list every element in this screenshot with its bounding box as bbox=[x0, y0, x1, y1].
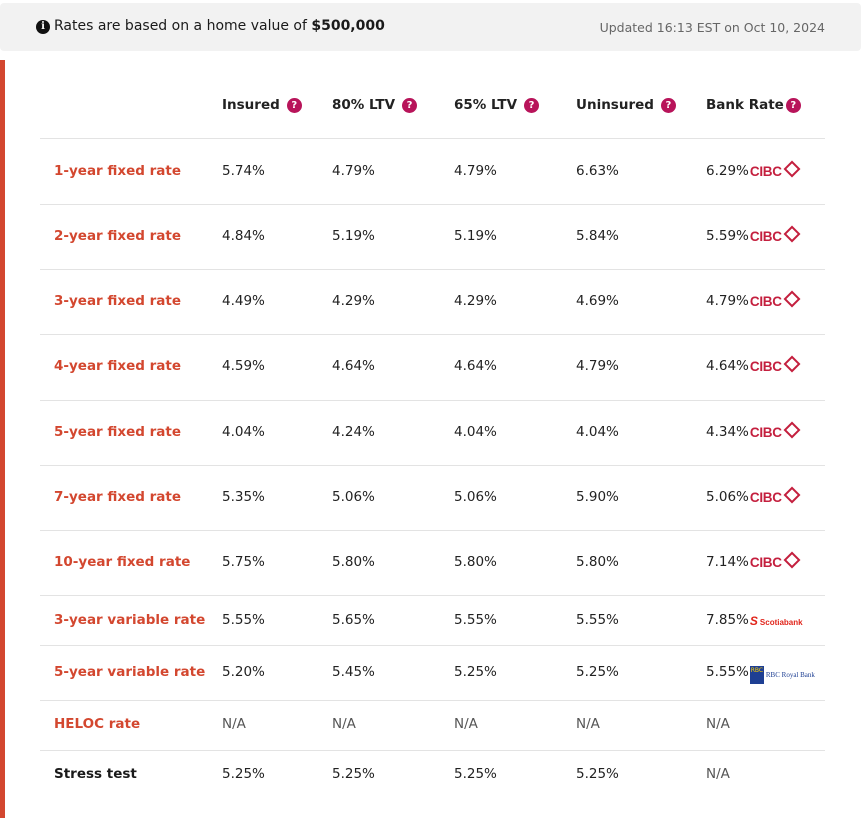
table-row bbox=[40, 163, 825, 183]
rate-value: 5.45% bbox=[332, 664, 375, 680]
rate-value: 5.25% bbox=[454, 664, 497, 680]
rate-value: 4.24% bbox=[332, 424, 375, 440]
header-bank-rate: Bank Rate ? bbox=[706, 97, 801, 113]
table-row bbox=[40, 293, 825, 313]
row-divider bbox=[40, 595, 825, 596]
row-divider bbox=[40, 400, 825, 401]
table-row bbox=[40, 358, 825, 378]
info-circle-icon: i bbox=[36, 20, 50, 34]
bank-rate-cell bbox=[706, 228, 798, 245]
rate-value: 5.25% bbox=[454, 766, 497, 782]
rate-value: 5.55% bbox=[222, 612, 265, 628]
bank-rate-cell bbox=[706, 612, 803, 628]
rate-term-label[interactable]: 7-year fixed rate bbox=[54, 489, 182, 505]
rate-value: N/A bbox=[222, 716, 246, 732]
rate-value: 4.79% bbox=[576, 358, 619, 374]
row-divider bbox=[40, 138, 825, 139]
bank-rate-value: 5.06% bbox=[706, 489, 749, 505]
bank-rate-value: 6.29% bbox=[706, 163, 749, 179]
table-row bbox=[40, 489, 825, 509]
bank-rate-value: 5.59% bbox=[706, 228, 749, 244]
rate-term-label[interactable]: 10-year fixed rate bbox=[54, 554, 191, 570]
rate-term-label[interactable]: HELOC rate bbox=[54, 716, 141, 732]
row-divider bbox=[40, 465, 825, 466]
row-divider bbox=[40, 334, 825, 335]
rate-value: 4.84% bbox=[222, 228, 265, 244]
table-row bbox=[40, 716, 825, 736]
rate-value: 5.06% bbox=[332, 489, 375, 505]
rate-value: 5.06% bbox=[454, 489, 497, 505]
rate-term-label[interactable]: 1-year fixed rate bbox=[54, 163, 182, 179]
rate-value: 4.79% bbox=[454, 163, 497, 179]
accent-bar bbox=[0, 60, 5, 818]
rate-term-label[interactable]: 5-year fixed rate bbox=[54, 424, 182, 440]
rbc-logo: RBCRBC Royal Bank bbox=[750, 666, 815, 684]
rate-value: 5.90% bbox=[576, 489, 619, 505]
row-divider bbox=[40, 269, 825, 270]
cibc-logo: CIBC bbox=[750, 293, 798, 310]
cibc-logo: CIBC bbox=[750, 489, 798, 506]
rate-value: 5.55% bbox=[454, 612, 497, 628]
rate-value: 4.29% bbox=[454, 293, 497, 309]
rate-value: N/A bbox=[332, 716, 356, 732]
bank-rate-cell bbox=[706, 293, 798, 310]
cibc-logo: CIBC bbox=[750, 424, 798, 441]
rate-value: 5.20% bbox=[222, 664, 265, 680]
question-circle-icon[interactable]: ? bbox=[402, 98, 417, 113]
cibc-logo: CIBC bbox=[750, 554, 798, 571]
bank-rate-value: 4.79% bbox=[706, 293, 749, 309]
rate-value: 5.80% bbox=[332, 554, 375, 570]
bank-rate-value: 4.64% bbox=[706, 358, 749, 374]
table-row bbox=[40, 612, 825, 632]
rate-value: 4.64% bbox=[454, 358, 497, 374]
question-circle-icon[interactable]: ? bbox=[287, 98, 302, 113]
bank-rate-cell bbox=[706, 489, 798, 506]
row-divider bbox=[40, 204, 825, 205]
rate-value: 5.84% bbox=[576, 228, 619, 244]
question-circle-icon[interactable]: ? bbox=[661, 98, 676, 113]
rate-value: 4.04% bbox=[222, 424, 265, 440]
table-header bbox=[40, 97, 825, 117]
bank-rate-cell bbox=[706, 424, 798, 441]
info-banner bbox=[0, 3, 861, 51]
header-65-ltv: 65% LTV ? bbox=[454, 97, 539, 113]
rate-value: 5.65% bbox=[332, 612, 375, 628]
rate-value: 5.74% bbox=[222, 163, 265, 179]
bank-rate-value: N/A bbox=[706, 766, 730, 782]
bank-rate-value: N/A bbox=[706, 716, 730, 732]
home-value-message: Rates are based on a home value of $500,000 bbox=[54, 18, 385, 34]
rate-value: 6.63% bbox=[576, 163, 619, 179]
rate-value: 4.49% bbox=[222, 293, 265, 309]
row-divider bbox=[40, 700, 825, 701]
rate-term-label[interactable]: 5-year variable rate bbox=[54, 664, 206, 680]
rate-value: N/A bbox=[454, 716, 478, 732]
table-row bbox=[40, 554, 825, 574]
cibc-logo: CIBC bbox=[750, 228, 798, 245]
rate-value: 5.55% bbox=[576, 612, 619, 628]
table-row bbox=[40, 766, 825, 786]
header-uninsured: Uninsured ? bbox=[576, 97, 676, 113]
rate-value: 5.75% bbox=[222, 554, 265, 570]
bank-rate-value: 4.34% bbox=[706, 424, 749, 440]
rate-term-label: Stress test bbox=[54, 766, 137, 782]
row-divider bbox=[40, 750, 825, 751]
rate-term-label[interactable]: 3-year variable rate bbox=[54, 612, 206, 628]
bank-rate-value: 5.55% bbox=[706, 664, 749, 680]
rate-value: 4.59% bbox=[222, 358, 265, 374]
header-insured: Insured ? bbox=[222, 97, 302, 113]
updated-timestamp: Updated 16:13 EST on Oct 10, 2024 bbox=[599, 20, 825, 35]
bank-rate-cell bbox=[706, 716, 730, 732]
rate-term-label[interactable]: 2-year fixed rate bbox=[54, 228, 182, 244]
question-circle-icon[interactable]: ? bbox=[524, 98, 539, 113]
row-divider bbox=[40, 645, 825, 646]
question-circle-icon[interactable]: ? bbox=[786, 98, 801, 113]
rate-term-label[interactable]: 4-year fixed rate bbox=[54, 358, 182, 374]
rate-value: 5.80% bbox=[454, 554, 497, 570]
bank-rate-value: 7.85% bbox=[706, 612, 749, 628]
rate-value: 4.69% bbox=[576, 293, 619, 309]
scotiabank-logo: S Scotiabank bbox=[749, 614, 803, 628]
rate-value: 5.25% bbox=[332, 766, 375, 782]
rate-value: 4.79% bbox=[332, 163, 375, 179]
table-row bbox=[40, 664, 825, 684]
row-divider bbox=[40, 530, 825, 531]
table-row bbox=[40, 228, 825, 248]
rate-value: 5.19% bbox=[332, 228, 375, 244]
rate-value: 5.25% bbox=[576, 664, 619, 680]
rate-value: 5.25% bbox=[222, 766, 265, 782]
rate-value: 5.35% bbox=[222, 489, 265, 505]
rate-value: 5.25% bbox=[576, 766, 619, 782]
home-value: $500,000 bbox=[311, 18, 385, 34]
bank-rate-cell bbox=[706, 358, 798, 375]
cibc-logo: CIBC bbox=[750, 358, 798, 375]
rate-value: 4.04% bbox=[454, 424, 497, 440]
cibc-logo: CIBC bbox=[750, 163, 798, 180]
bank-rate-cell bbox=[706, 766, 730, 782]
table-row bbox=[40, 424, 825, 444]
header-80-ltv: 80% LTV ? bbox=[332, 97, 417, 113]
bank-rate-cell bbox=[706, 163, 798, 180]
rate-value: 4.64% bbox=[332, 358, 375, 374]
bank-rate-cell bbox=[706, 664, 815, 684]
bank-rate-cell bbox=[706, 554, 798, 571]
rate-value: 4.29% bbox=[332, 293, 375, 309]
rate-value: N/A bbox=[576, 716, 600, 732]
bank-rate-value: 7.14% bbox=[706, 554, 749, 570]
rate-value: 5.80% bbox=[576, 554, 619, 570]
rate-value: 4.04% bbox=[576, 424, 619, 440]
rate-term-label[interactable]: 3-year fixed rate bbox=[54, 293, 182, 309]
rate-value: 5.19% bbox=[454, 228, 497, 244]
